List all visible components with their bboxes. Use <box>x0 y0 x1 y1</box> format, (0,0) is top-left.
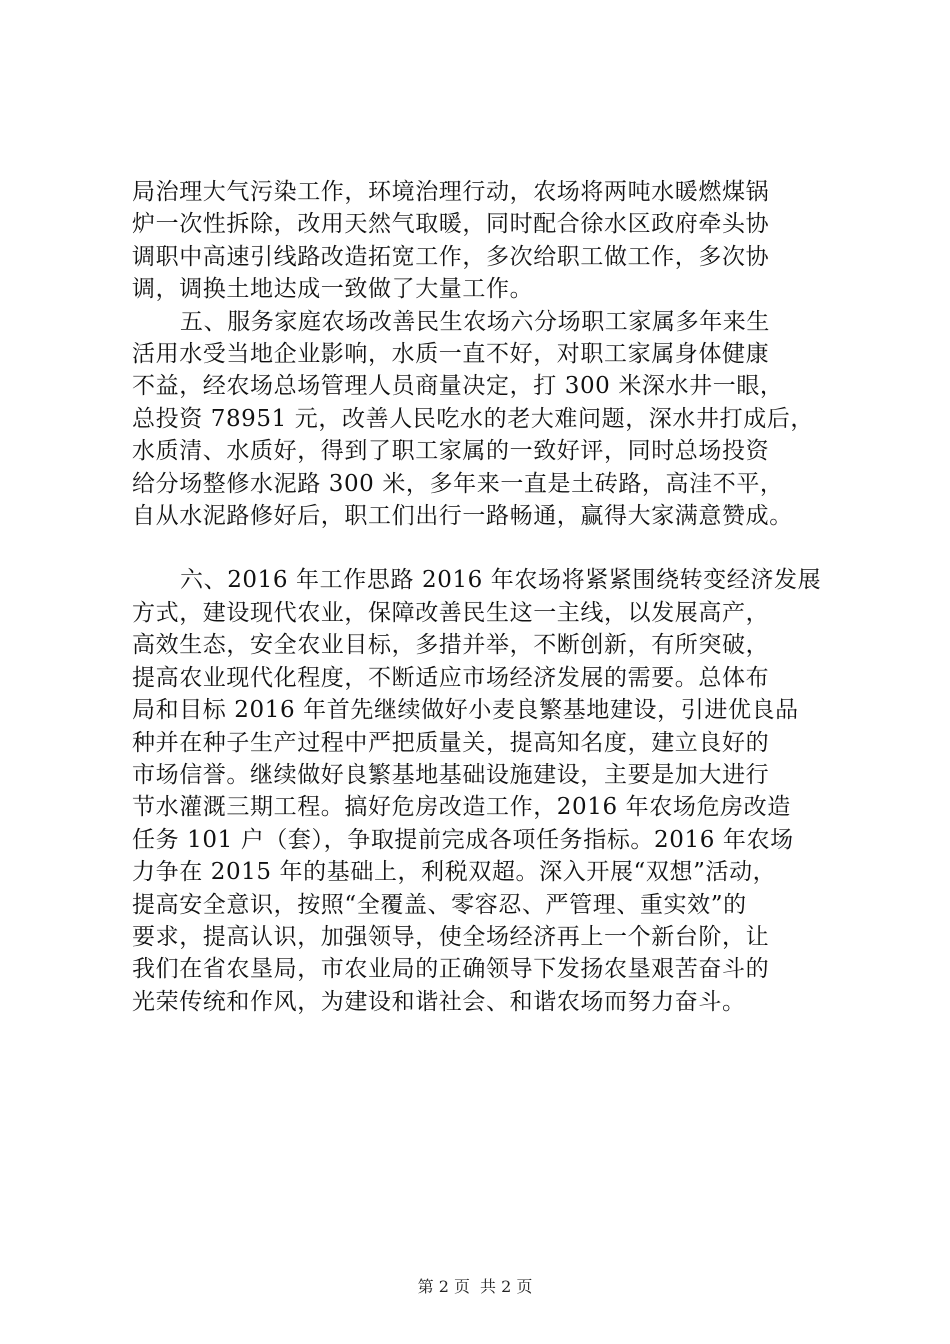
page-total: 共 2 页 <box>480 1277 533 1296</box>
text-line: 总投资 78951 元，改善人民吃水的老大难问题，深水井打成后， <box>132 405 814 432</box>
text-line: 种并在种子生产过程中严把质量关，提高知名度，建立良好的 <box>132 729 770 756</box>
paragraph-spacer <box>132 532 822 564</box>
text-line: 力争在 2015 年的基础上，利税双超。深入开展“双想”活动， <box>132 859 777 886</box>
text-line: 自从水泥路修好后，职工们出行一路畅通，赢得大家满意赞成。 <box>132 503 793 530</box>
text-line: 光荣传统和作风，为建设和谐社会、和谐农场而努力奋斗。 <box>132 988 746 1015</box>
text-line: 炉一次性拆除，改用天然气取暖，同时配合徐水区政府牵头协 <box>132 211 770 238</box>
text-line: 方式，建设现代农业，保障改善民生这一主线，以发展高产， <box>132 599 770 626</box>
text-line: 调职中高速引线路改造拓宽工作，多次给职工做工作，多次协 <box>132 243 770 270</box>
text-line: 任务 101 户（套），争取提前完成各项任务指标。2016 年农场 <box>132 826 794 853</box>
text-line: 调，调换土地达成一致做了大量工作。 <box>132 276 534 303</box>
text-line: 市场信誉。继续做好良繁基地基础设施建设，主要是加大进行 <box>132 761 770 788</box>
paragraph-2 <box>132 306 822 533</box>
text-line: 要求，提高认识，加强领导，使全场经济再上一个新台阶，让 <box>132 923 770 950</box>
text-line: 活用水受当地企业影响，水质一直不好，对职工家属身体健康 <box>132 341 770 368</box>
text-line: 我们在省农垦局，市农业局的正确领导下发扬农垦艰苦奋斗的 <box>132 956 770 983</box>
text-line: 给分场整修水泥路 300 米，多年来一直是土砖路，高洼不平， <box>132 470 784 497</box>
paragraph-1 <box>132 176 822 306</box>
text-line: 局治理大气污染工作，环境治理行动，农场将两吨水暖燃煤锅 <box>132 179 770 205</box>
text-line: 提高农业现代化程度，不断适应市场经济发展的需要。总体布 <box>132 664 770 691</box>
page-footer <box>0 1274 950 1297</box>
text-line: 高效生态，安全农业目标，多措并举，不断创新，有所突破， <box>132 632 770 659</box>
document-body <box>132 176 822 1018</box>
paragraph-3 <box>132 564 822 1018</box>
text-line: 节水灌溉三期工程。搞好危房改造工作，2016 年农场危房改造 <box>132 794 791 821</box>
text-line: 六、2016 年工作思路 2016 年农场将紧紧围绕转变经济发展 <box>180 567 822 594</box>
text-line: 局和目标 2016 年首先继续做好小麦良繁基地建设，引进优良品 <box>132 697 799 724</box>
text-line: 不益，经农场总场管理人员商量决定，打 300 米深水井一眼， <box>132 373 784 400</box>
text-line: 提高安全意识，按照“全覆盖、零容忍、严管理、重实效”的 <box>132 891 747 918</box>
text-line: 水质清、水质好，得到了职工家属的一致好评，同时总场投资 <box>132 438 770 465</box>
page-number: 第 2 页 <box>417 1277 470 1296</box>
text-line: 五、服务家庭农场改善民生农场六分场职工家属多年来生 <box>180 308 770 335</box>
